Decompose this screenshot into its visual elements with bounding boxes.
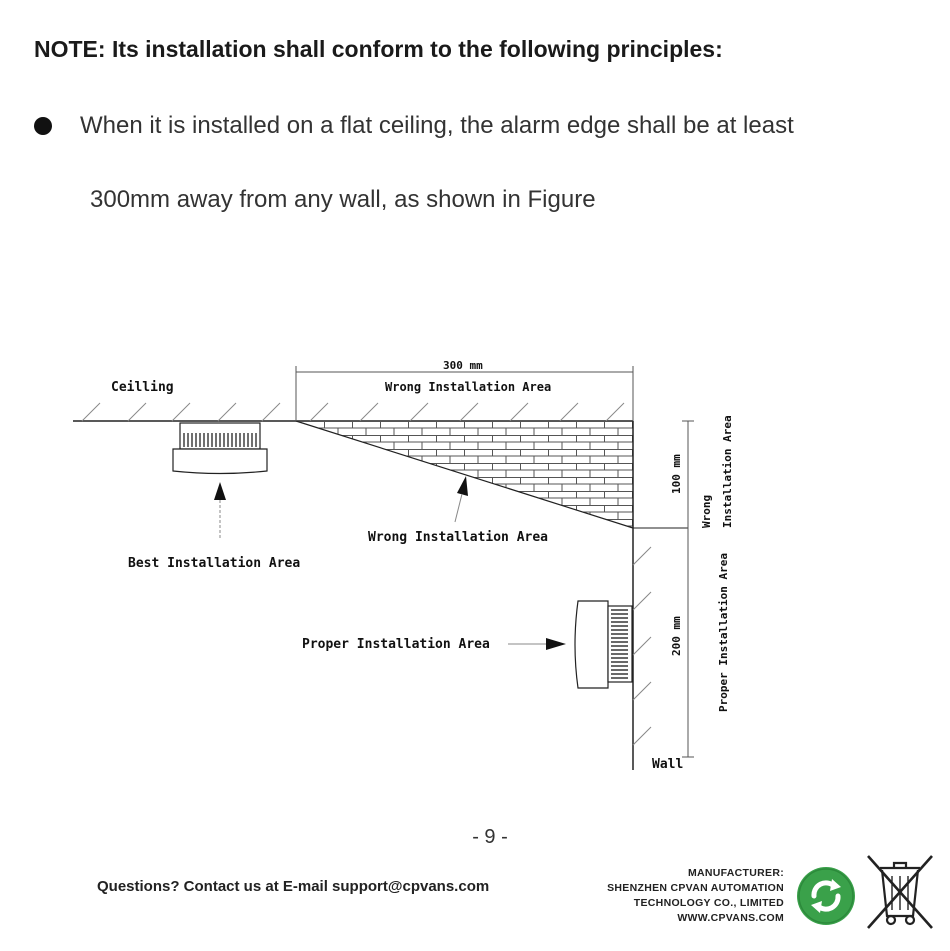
bullet-text-line2: 300mm away from any wall, as shown in Figure [90,186,596,213]
wall-label: Wall [652,757,684,772]
dim-100-label: 100 mm [670,454,683,494]
side-wrong-label-1: Wrong [700,494,713,528]
manufacturer-line: MANUFACTURER: [687,867,784,879]
wrong-area-mid-label: Wrong Installation Area [368,530,549,545]
best-area-label: Best Installation Area [128,556,301,571]
installation-diagram [0,340,950,780]
wrong-area-arrow [455,476,468,522]
side-proper-label: Proper Installation Area [717,553,730,712]
recycle-icon [796,866,856,926]
ceiling-line [73,403,633,421]
proper-area-arrow [508,638,566,650]
manufacturer-line: TECHNOLOGY CO., LIMITED [633,897,784,909]
contact-text: Questions? Contact us at E-mail support@cpvans.com [97,878,490,895]
dim-200-label: 200 mm [670,616,683,656]
ceiling-detector-icon [173,423,267,474]
manufacturer-line: WWW.CPVANS.COM [677,912,784,924]
wrong-area-top-label: Wrong Installation Area [385,380,552,394]
dimension-vertical [682,421,694,757]
wrong-area-brick [296,421,633,528]
bullet-icon [34,117,52,135]
best-area-arrow [214,482,226,540]
side-wrong-label-2: Installation Area [721,415,734,528]
page-number: - 9 - [472,826,508,848]
dim-300-label: 300 mm [443,359,483,372]
note-heading: NOTE: Its installation shall conform to the following principles: [34,36,723,62]
manufacturer-line: SHENZHEN CPVAN AUTOMATION [607,882,784,894]
bullet-text-line1: When it is installed on a flat ceiling, the alarm edge shall be at least [80,112,794,139]
crossed-bin-icon [862,852,938,934]
proper-area-label: Proper Installation Area [302,637,490,652]
ceiling-label: Ceilling [111,380,174,395]
wall-detector-icon [575,601,632,688]
manufacturer-block [560,866,784,926]
